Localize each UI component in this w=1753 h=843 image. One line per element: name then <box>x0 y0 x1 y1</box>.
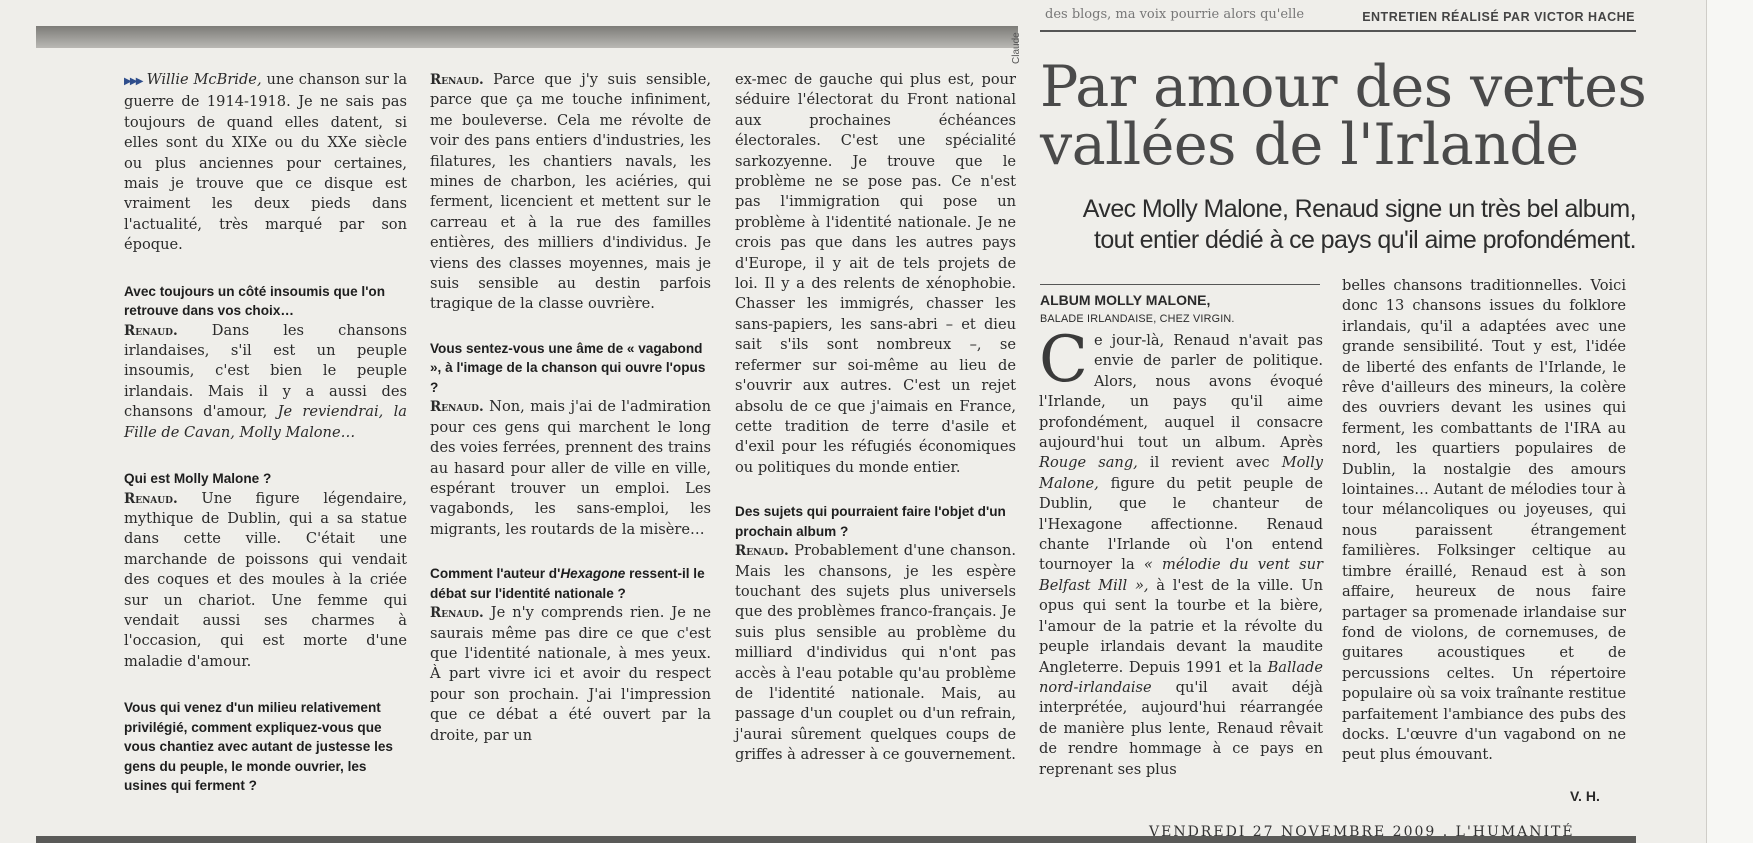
song-title: Willie McBride, <box>146 71 262 88</box>
intro-paragraph: ▶▶▶ Willie McBride, une chanson sur la guerre de 1914-1918. Je ne sais pas toujours de quand elles datent, si elles sont du XIXe ou du XXe siècle ou plus anciennes pour certaines, mais je trouve que ce disque est vraiment les deux pieds dans l'actualité, très marqué par son époque. <box>124 71 408 254</box>
answer-5: Renaud. Je n'y comprends rien. Je ne saurais même pas dire ce que c'est que l'identité nationale, à mes yeux. À part vivre ici et avoir du respect pour son prochain. J'ai l'impression que ce débat a été ouvert par la droite, par un <box>430 604 711 744</box>
speaker-label: Renaud. <box>430 399 484 416</box>
article-subtitle: Avec Molly Malone, Renaud signe un très bel album, tout entier dédié à ce pays qu'il aime profondément. <box>1082 195 1636 254</box>
question-3: Vous qui venez d'un milieu relativement privilégié, comment expliquez-vous que vous chantiez avec autant de justesse les gens du peuple, le monde ouvrier, les usines qui ferment ? <box>124 700 393 794</box>
speaker-label: Renaud. <box>124 490 178 507</box>
article-column-2 <box>1342 276 1626 766</box>
speaker-label: Renaud. <box>430 72 484 88</box>
question-4: Vous sentez-vous une âme de « vagabond », à l'image de la chanson qui ouvre l'opus ? <box>430 340 706 395</box>
question-2: Qui est Molly Malone ? <box>124 471 272 487</box>
previous-text-fragment: des blogs, ma voix pourrie alors qu'elle <box>1045 7 1305 22</box>
answer-5-continued: ex-mec de gauche qui plus est, pour séduire l'électorat du Front national aux prochaines échéances électorales. C'est une spécialité sarkozyenne. Je trouve que le problème ne se pose pas. Ce n'est pas l'immigration qui pose un problème à l'identité nationale. Je ne crois pas que dans les autres pays d'Europe, il y ait de tels projets de loi. Il y a des relents de xénophobie. Chasser les immigrés, chasser les sans-papiers, les sans-abri – et dieu sait s'ils sont nombreux –, se refermer sur soi-même au lieu de s'ouvrir aux autres. C'est un rejet absolu de ce que j'aimais en France, cette tradition de terre d'asile et d'exil pour les réfugiés économiques ou politiques du monde entier. <box>735 71 1016 476</box>
speaker-label: Renaud. <box>124 322 178 339</box>
answer-1: Renaud. Dans les chansons irlandaises, s'il est un peuple insoumis, c'est bien le peuple irlandais. Mais il y a aussi des chansons d'amour, Je reviendrai, la Fille de Cavan, Molly Malone… <box>124 321 407 441</box>
drop-cap: C <box>1039 323 1088 397</box>
interview-column-1 <box>124 70 407 796</box>
album-rule <box>1040 284 1320 285</box>
article-headline: Par amour des vertes vallées de l'Irlande <box>1040 54 1647 178</box>
page-footer: VENDREDI 27 NOVEMBRE 2009 . L'HUMANITÉ <box>1149 824 1575 840</box>
answer-2: Renaud. Une figure légendaire, mythique de Dublin, qui a sa statue dans cette ville. C'était une marchande de poissons qui vendait des coques et des moules à la criée sur un chariot. Une femme qui vendait aussi ses charmes à l'occasion, qui est morte d'une maladie d'amour. <box>124 489 408 670</box>
page-edge <box>1706 0 1753 843</box>
article-column-1 <box>1039 323 1324 780</box>
header-shade-bar <box>36 26 1018 48</box>
photo-credit: Claude <box>1011 32 1022 64</box>
author-signature: V. H. <box>1570 788 1600 804</box>
interview-column-2 <box>430 70 711 746</box>
answer-6: Renaud. Probablement d'une chanson. Mais les chansons, je les espère touchant des sujets plus universels que des problèmes franco-français. Je suis plus sensible au problème du milliard d'individus qui n'ont pas accès à l'eau potable qu'au problème de l'identité nationale. Mais, au passage d'un couplet ou d'un refrain, j'aurai sûrement quelques coups de griffes à adresser à ce gouvernement. <box>735 542 1017 764</box>
interview-column-3 <box>735 70 1016 766</box>
article-paragraph-1: C e jour-là, Renaud n'avait pas envie de parler de politique. Alors, nous avons évoqué l'Irlande, un pays qu'il aime profondément, auquel il consacre aujourd'hui tout un album. Après Rouge sang, il revient avec Molly Malone, figure du petit peuple de Dublin, que le chanteur de l'Hexagone affectionne. Renaud chante l'Irlande où l'on entend tournoyer la « mélodie du vent sur Belfast Mill », à l'est de la ville. Un opus qui sent la tourbe et la bière, l'amour de la patrie et la révolte du peuple irlandais devant la maudite Angleterre. Depuis 1991 et la Ballade nord-irlandaise qu'il avait déjà interprétée, aujourd'hui réarrangée de manière plus lente, Renaud rêvait de rendre hommage à ce pays en reprenant ses plus <box>1039 323 1324 778</box>
answer-4: Renaud. Non, mais j'ai de l'admiration pour ces gens qui marchent le long des voies ferrées, prennent des trains au hasard pour aller de ville en ville, espérant trouver un emploi. Les vagabonds, les sans-emploi, les migrants, les routards de la misère… <box>430 398 711 538</box>
credit-rule <box>1040 30 1636 32</box>
album-info <box>1040 292 1322 325</box>
interview-credit: ENTRETIEN RÉALISÉ PAR VICTOR HACHE <box>1362 10 1635 24</box>
question-1: Avec toujours un côté insoumis que l'on retrouve dans vos choix… <box>124 283 386 319</box>
speaker-label: Renaud. <box>430 605 484 622</box>
intro-marker: ▶▶▶ <box>124 76 142 87</box>
speaker-label: Renaud. <box>735 543 789 560</box>
question-6: Des sujets qui pourraient faire l'objet d'un prochain album ? <box>735 504 1006 539</box>
question-5: Comment l'auteur d'Hexagone ressent-il le débat sur l'identité nationale ? <box>430 566 705 601</box>
album-label: BALADE IRLANDAISE, CHEZ VIRGIN. <box>1040 313 1235 325</box>
album-title: ALBUM MOLLY MALONE, <box>1040 292 1211 308</box>
answer-3: Renaud. Parce que j'y suis sensible, parce que ça me touche infiniment, me bouleverse. Cela me révolte de voir des pans entiers d'industries, les filatures, les chantiers navals, les mines de charbon, les aciéries, qui ferment, licencient et mettent sur le carreau et à la rue des familles entières, des milliers d'individus. Je viens des classes moyennes, mais je suis sensible au destin parfois tragique de la classe ouvrière. <box>430 71 711 313</box>
article-paragraph-2: belles chansons traditionnelles. Voici donc 13 chansons issues du folklore irlandais, qu'il a adaptées avec une grande sensibilité. Tout y est, l'idée de liberté des enfants de l'Irlande, le rêve d'ailleurs des mineurs, la colère des ouvriers devant les usines qui ferment, les combattants de l'IRA au nord, les quartiers populaires de Dublin, la nostalgie des amours lointaines… Autant de mélodies tour à tour mélancoliques ou joyeuses, qui nous paraissent étrangement familières. Folksinger celtique au timbre éraillé, Renaud est à son affaire, heureux de nous faire partager sa promenade irlandaise sur fond de violons, de cornemuses, de guitares acoustiques et de percussions celtes. Un répertoire populaire où sa voix traînante restitue parfaitement l'ambiance des pubs des docks. L'œuvre d'un vagabond on ne peut plus émouvant. <box>1342 277 1626 764</box>
